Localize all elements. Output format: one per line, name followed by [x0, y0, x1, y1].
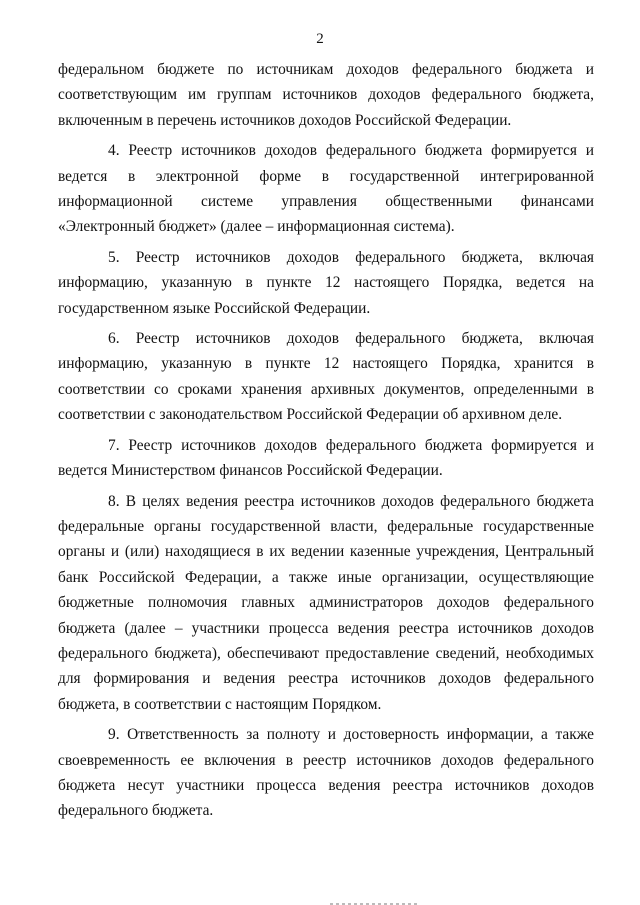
paragraph-7: 7. Реестр источников доходов федерального бюджета формируется и ведется Министерством финансов Российской Федерации. — [58, 436, 594, 480]
paragraph-9: 9. Ответственность за полноту и достоверность информации, а также своевременность ее включения в реестр источников доходов федерального бюджета несут участники процесса ведения реестра источников доходов федерального бюджета. — [58, 726, 594, 820]
paragraph-4: 4. Реестр источников доходов федерального бюджета формируется и ведется в электронной форме в государственной интегрированной информационной системе управления общественными финансами «Электронный бюджет» (далее – информационная система). — [58, 142, 594, 236]
paragraph-5: 5. Реестр источников доходов федерального бюджета, включая информацию, указанную в пункте 12 настоящего Порядка, ведется на государственном языке Российской Федерации. — [58, 248, 594, 317]
paragraph-6: 6. Реестр источников доходов федерального бюджета, включая информацию, указанную в пункте 12 настоящего Порядка, хранится в соответствии со сроками хранения архивных документов, определенными в соответствии с законодательством Российской Федерации об архивном деле. — [58, 330, 594, 424]
document-body — [58, 57, 594, 829]
paragraph-continuation: федеральном бюджете по источникам доходов федерального бюджета и соответствующим им группам источников доходов федерального бюджета, включенным в перечень источников доходов Российской Федерации. — [58, 61, 594, 129]
page-number: 2 — [316, 31, 324, 47]
paragraph-8: 8. В целях ведения реестра источников доходов федерального бюджета федеральные органы государственной власти, федеральные государственные органы и (или) находящиеся в их ведении казенные учреждения, Центральный банк Российской Федерации, а также иные организации, осуществляющие бюджетные полномочия главных администраторов доходов федерального бюджета (далее – участники процесса ведения реестра источников доходов федерального бюджета), обеспечивают предоставление сведений, необходимых для формирования и ведения реестра источников доходов федерального бюджета, в соответствии с настоящим Порядком. — [58, 492, 594, 713]
